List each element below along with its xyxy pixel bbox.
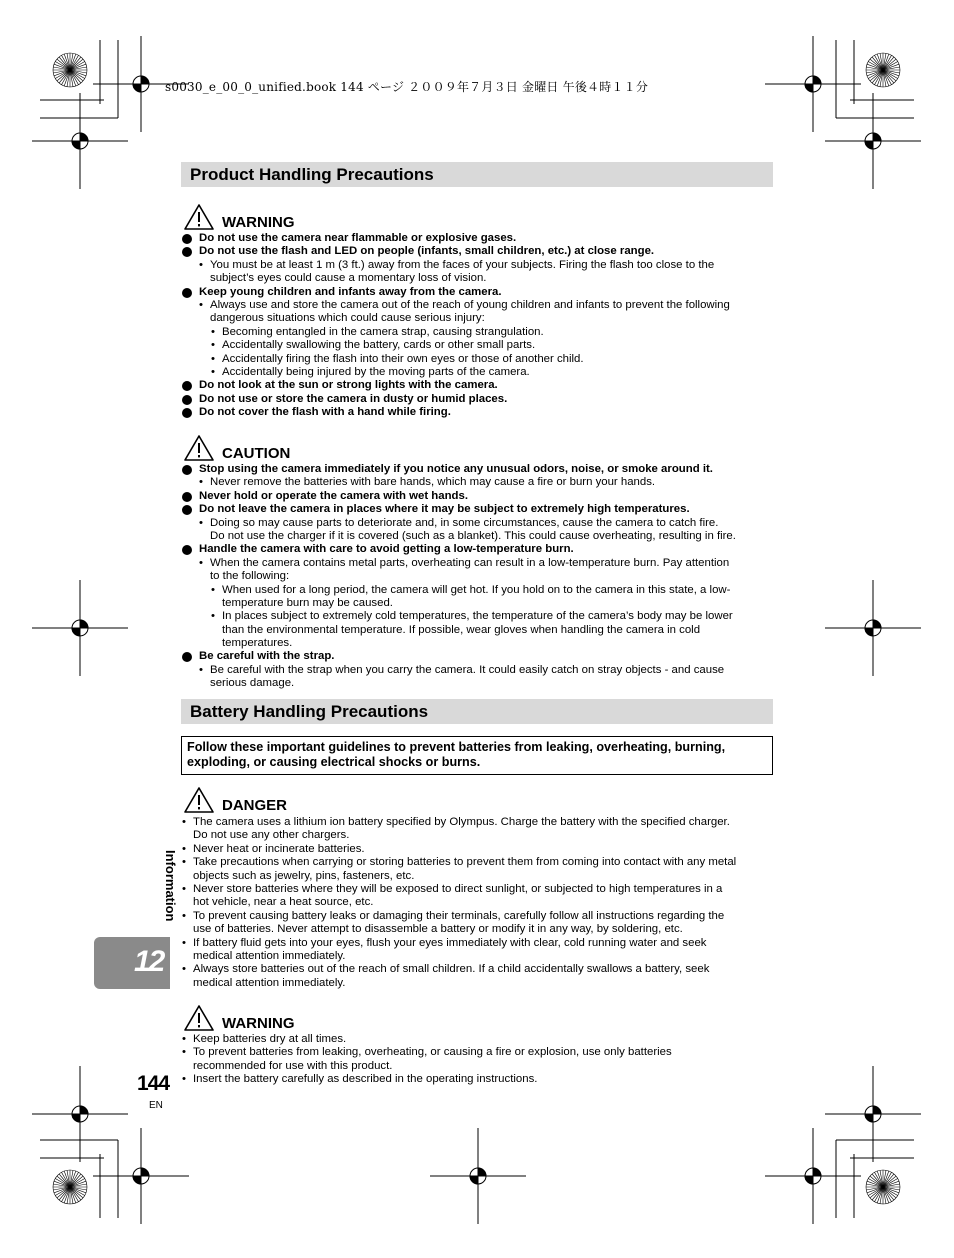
list-line: • The camera uses a lithium ion battery specified by Olympus. Charge the battery with the specified charger.: [181, 816, 775, 829]
page-language: EN: [149, 1100, 163, 1111]
list-line: • Never remove the batteries with bare hands, which may cause a fire or burn your hands.: [181, 476, 775, 489]
registration-crosshair: [32, 93, 128, 189]
bold-item: Do not use or store the camera in dusty or humid places.: [181, 393, 775, 406]
list-line: Do not use the charger if it is covered (such as a blanket). This could cause overheating, resulting in fire.: [210, 529, 736, 542]
product-caution-heading: [181, 434, 481, 466]
list-line: • To prevent causing battery leaks or damaging their terminals, carefully follow all instructions regarding the: [181, 910, 775, 923]
list-line: • Doing so may cause parts to deteriorate and, in some circumstances, cause the camera to catch fire.: [181, 517, 775, 530]
list-line: • In places subject to extremely cold temperatures, the temperature of the camera’s body may be lower: [181, 610, 775, 623]
registration-crosshair: [430, 1128, 526, 1224]
list-line: temperatures.: [222, 637, 293, 650]
list-line: • When the camera contains metal parts, overheating can result in a low-temperature burn. Pay attention: [181, 557, 775, 570]
battery-warning-heading: [181, 1004, 481, 1036]
list-line: to the following:: [210, 570, 290, 583]
battery-warning-list: [181, 1033, 775, 1087]
warning-label: WARNING: [222, 1015, 295, 1032]
list-line: temperature burn may be caused.: [222, 596, 393, 609]
battery-handling-title: Battery Handling Precautions: [190, 702, 429, 721]
bold-item: Stop using the camera immediately if you notice any unusual odors, noise, or smoke around it.: [181, 463, 775, 476]
product-warning-list: [181, 232, 775, 419]
book-header-line: s0030_e_00_0_unified.book 144 ページ ２００９年７月３日 金曜日 午後４時１１分: [165, 80, 649, 94]
bold-item: Be careful with the strap.: [181, 650, 775, 663]
list-line: • Never heat or incinerate batteries.: [181, 843, 775, 856]
list-line: • Always use and store the camera out of the reach of young children and infants to prevent the following: [181, 299, 775, 312]
list-line: • Insert the battery carefully as described in the operating instructions.: [181, 1073, 775, 1086]
chapter-number: 12: [134, 945, 164, 978]
list-line: recommended for use with this product.: [193, 1059, 393, 1072]
product-handling-heading: [181, 162, 773, 187]
list-line: • If battery fluid gets into your eyes, flush your eyes immediately with clear, cold running water and seek: [181, 937, 775, 950]
battery-guidelines-box: [181, 736, 773, 775]
danger-triangle-icon: [183, 786, 215, 814]
bold-item: Do not look at the sun or strong lights with the camera.: [181, 379, 775, 392]
starburst-mark: [53, 53, 87, 87]
product-handling-title: Product Handling Precautions: [190, 165, 434, 184]
caution-triangle-icon: [183, 434, 215, 462]
registration-crosshair: [32, 580, 128, 676]
danger-label: DANGER: [222, 797, 288, 814]
list-line: medical attention immediately.: [193, 976, 346, 989]
battery-guidelines-line: Follow these important guidelines to prevent batteries from leaking, overheating, burning,: [187, 740, 726, 754]
list-line: serious damage.: [210, 677, 295, 690]
list-line: medical attention immediately.: [193, 949, 346, 962]
battery-danger-heading: [181, 786, 481, 818]
registration-crosshair: [32, 1066, 128, 1162]
registration-crosshair: [825, 1066, 921, 1162]
bold-item: Do not leave the camera in places where it may be subject to extremely high temperatures.: [181, 503, 775, 516]
registration-crosshair: [825, 93, 921, 189]
list-line: objects such as jewelry, pins, fasteners, etc.: [193, 869, 415, 882]
list-line: • Becoming entangled in the camera strap, causing strangulation.: [181, 326, 775, 339]
list-line: • Accidentally swallowing the battery, cards or other small parts.: [181, 339, 775, 352]
bold-item: Keep young children and infants away from the camera.: [181, 286, 775, 299]
warning-label: WARNING: [222, 214, 295, 231]
list-line: Do not use any other chargers.: [193, 829, 350, 842]
registration-crosshair: [765, 1128, 861, 1224]
list-line: hot vehicle, near a heat source, etc.: [193, 896, 374, 909]
list-line: • Take precautions when carrying or storing batteries to prevent them from coming into contact with any metal: [181, 856, 775, 869]
list-line: • To prevent batteries from leaking, overheating, or causing a fire or explosion, use only batteries: [181, 1046, 775, 1059]
list-line: • Keep batteries dry at all times.: [181, 1033, 775, 1046]
list-line: • Be careful with the strap when you carry the camera. It could easily catch on stray objects - and cause: [181, 664, 775, 677]
starburst-mark: [866, 53, 900, 87]
bold-item: Do not use the camera near flammable or explosive gases.: [181, 232, 775, 245]
registration-crosshair: [825, 580, 921, 676]
starburst-mark: [53, 1170, 87, 1204]
starburst-mark: [866, 1170, 900, 1204]
battery-danger-list: [181, 816, 775, 990]
list-line: use of batteries. Never attempt to disassemble a battery or modify it in any way, by soldering, etc.: [193, 923, 683, 936]
list-line: dangerous situations which could cause serious injury:: [210, 312, 485, 325]
caution-label: CAUTION: [222, 445, 291, 462]
bold-item: Never hold or operate the camera with wet hands.: [181, 490, 775, 503]
bold-item: Do not cover the flash with a hand while firing.: [181, 406, 775, 419]
list-line: • Always store batteries out of the reach of small children. If a child accidentally swallows a battery, seek: [181, 963, 775, 976]
registration-crosshair: [93, 1128, 189, 1224]
product-warning-heading: [181, 203, 481, 235]
product-caution-list: [181, 463, 775, 691]
chapter-side-label: Information: [163, 850, 178, 922]
bold-item: Do not use the flash and LED on people (infants, small children, etc.) at close range.: [181, 245, 775, 258]
page-number: 144: [137, 1072, 170, 1095]
list-line: • When used for a long period, the camera will get hot. If you hold on to the camera in this state, a low-: [181, 584, 775, 597]
warning-triangle-icon: [183, 1004, 215, 1032]
list-line: • Accidentally being injured by the moving parts of the camera.: [181, 366, 775, 379]
list-line: • Accidentally firing the flash into their own eyes or those of another child.: [181, 353, 775, 366]
list-line: than the environmental temperature. If possible, wear gloves when handling the camera in cold: [222, 623, 701, 636]
chapter-tab: [94, 937, 170, 989]
list-line: subject’s eyes could cause a momentary loss of vision.: [210, 272, 487, 285]
warning-triangle-icon: [183, 203, 215, 231]
list-line: • You must be at least 1 m (3 ft.) away from the faces of your subjects. Firing the flash too close to the: [181, 259, 775, 272]
list-line: • Never store batteries where they will be exposed to direct sunlight, or subjected to high temperatures in a: [181, 883, 775, 896]
battery-guidelines-line: exploding, or causing electrical shocks or burns.: [187, 755, 481, 769]
battery-handling-heading: [181, 699, 773, 724]
bold-item: Handle the camera with care to avoid getting a low-temperature burn.: [181, 543, 775, 556]
